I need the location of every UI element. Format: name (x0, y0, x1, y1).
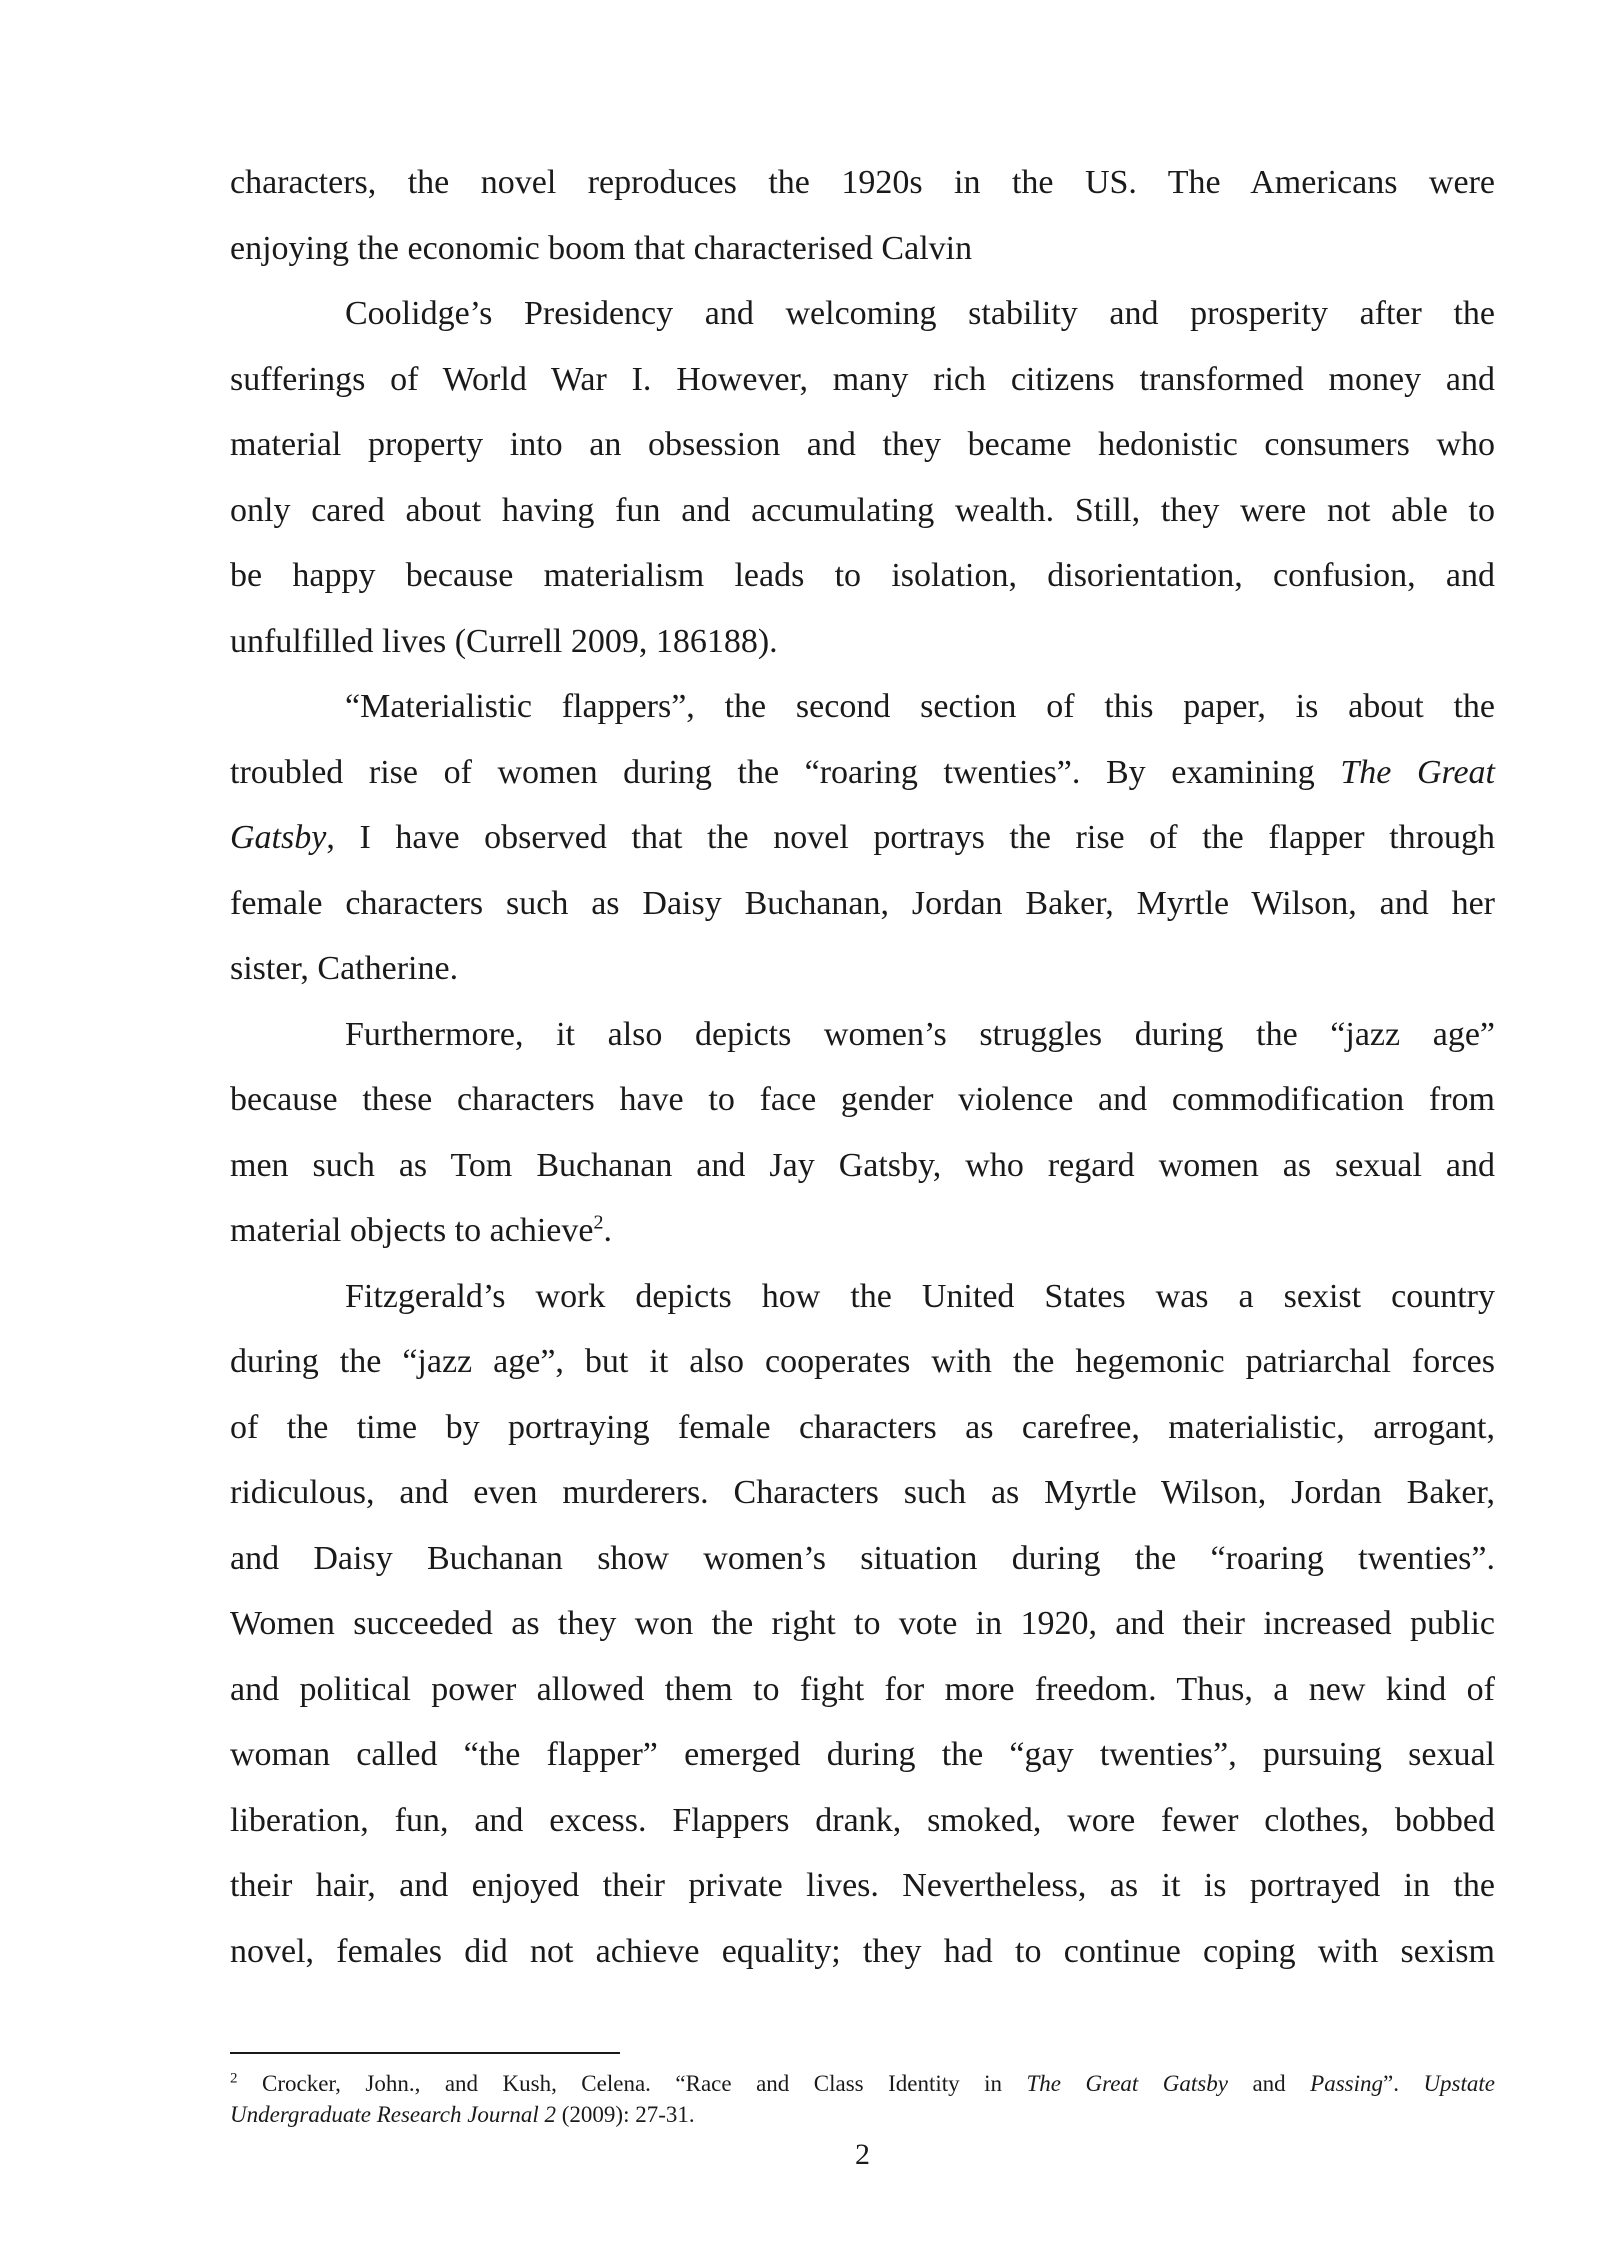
paragraph-4 (230, 1002, 1495, 1264)
line: unfulfilled lives (Currell 2009, 186188). (230, 622, 778, 660)
line: Women succeeded as they won the right to vote in 1920, and their increased public (230, 1605, 1495, 1642)
footnote (230, 2068, 1495, 2130)
line: men such as Tom Buchanan and Jay Gatsby, who regard women as sexual and (230, 1146, 1495, 1184)
line (230, 740, 1495, 806)
line: because these characters have to face gender violence and commodification from (230, 1081, 1495, 1118)
footnote-ref[interactable]: 2 (593, 1211, 604, 1234)
line: Fitzgerald’s work depicts how the United States was a sexist country (345, 1277, 1495, 1315)
paragraph-3 (230, 674, 1495, 1002)
paragraph-1 (230, 150, 1495, 281)
line-text: , I have observed that the novel portrays the rise of the flapper through (326, 819, 1495, 856)
line: and political power allowed them to fight for more freedom. Thus, a new kind of (230, 1670, 1495, 1708)
line: sufferings of World War I. However, many rich citizens transformed money and (230, 360, 1495, 398)
line: liberation, fun, and excess. Flappers drank, smoked, wore fewer clothes, bobbed (230, 1801, 1495, 1839)
line: ridiculous, and even murderers. Characters such as Myrtle Wilson, Jordan Baker, (230, 1474, 1495, 1511)
line: “Materialistic flappers”, the second section of this paper, is about the (345, 688, 1495, 725)
line: and Daisy Buchanan show women’s situation during the “roaring twenties”. (230, 1539, 1495, 1577)
footnote-marker: 2 (230, 2070, 238, 2087)
line: material property into an obsession and they became hedonistic consumers who (230, 426, 1495, 463)
footnote-text: (2009): 27-31. (556, 2102, 695, 2127)
line: be happy because materialism leads to isolation, disorientation, confusion, and (230, 557, 1495, 594)
title-italic: Gatsby (230, 819, 327, 856)
line: female characters such as Daisy Buchanan, Jordan Baker, Myrtle Wilson, and her (230, 884, 1495, 922)
line: their hair, and enjoyed their private lives. Nevertheless, as it is portrayed in the (230, 1867, 1495, 1904)
footnote-text: and (1227, 2071, 1311, 2096)
footnote-italic: Undergraduate Research Journal 2 (230, 2102, 556, 2127)
line-text: material objects to achieve (230, 1212, 594, 1249)
footnote-text: ”. (1382, 2071, 1424, 2096)
footnote-separator (230, 2052, 620, 2054)
title-italic: The Great (1340, 753, 1496, 791)
paragraph-5 (230, 1264, 1495, 1985)
footnote-text: Crocker, John., and Kush, Celena. “Race and Class Identity in (237, 2071, 1027, 2096)
line: sister, Catherine. (230, 950, 459, 987)
body-text (230, 150, 1495, 1984)
line: novel, females did not achieve equality; they had to continue coping with sexism (230, 1932, 1495, 1970)
line: during the “jazz age”, but it also cooperates with the hegemonic patriarchal forces (230, 1343, 1495, 1380)
page-number: 2 (855, 2138, 870, 2171)
line: Furthermore, it also depicts women’s struggles during the “jazz age” (345, 1015, 1495, 1053)
footnote-line (230, 2068, 1495, 2099)
line: of the time by portraying female characters as carefree, materialistic, arrogant, (230, 1408, 1495, 1446)
line: Coolidge’s Presidency and welcoming stability and prosperity after the (345, 295, 1495, 332)
footnote-italic: The Great Gatsby (1026, 2071, 1228, 2096)
line: woman called “the flapper” emerged during the “gay twenties”, pursuing sexual (230, 1736, 1495, 1773)
line: only cared about having fun and accumulating wealth. Still, they were not able to (230, 491, 1495, 529)
paragraph-2 (230, 281, 1495, 674)
footnote-italic: Upstate (1423, 2071, 1495, 2096)
line (230, 1198, 1495, 1264)
line: enjoying the economic boom that characterised Calvin (230, 229, 973, 267)
line: characters, the novel reproduces the 1920s in the US. The Americans were (230, 164, 1495, 201)
footnote-line (230, 2099, 1495, 2130)
footnote-italic: Passing (1310, 2071, 1383, 2096)
line-text: troubled rise of women during the “roaring twenties”. By examining (230, 753, 1341, 791)
line-text: . (603, 1212, 612, 1249)
line (230, 805, 1495, 871)
